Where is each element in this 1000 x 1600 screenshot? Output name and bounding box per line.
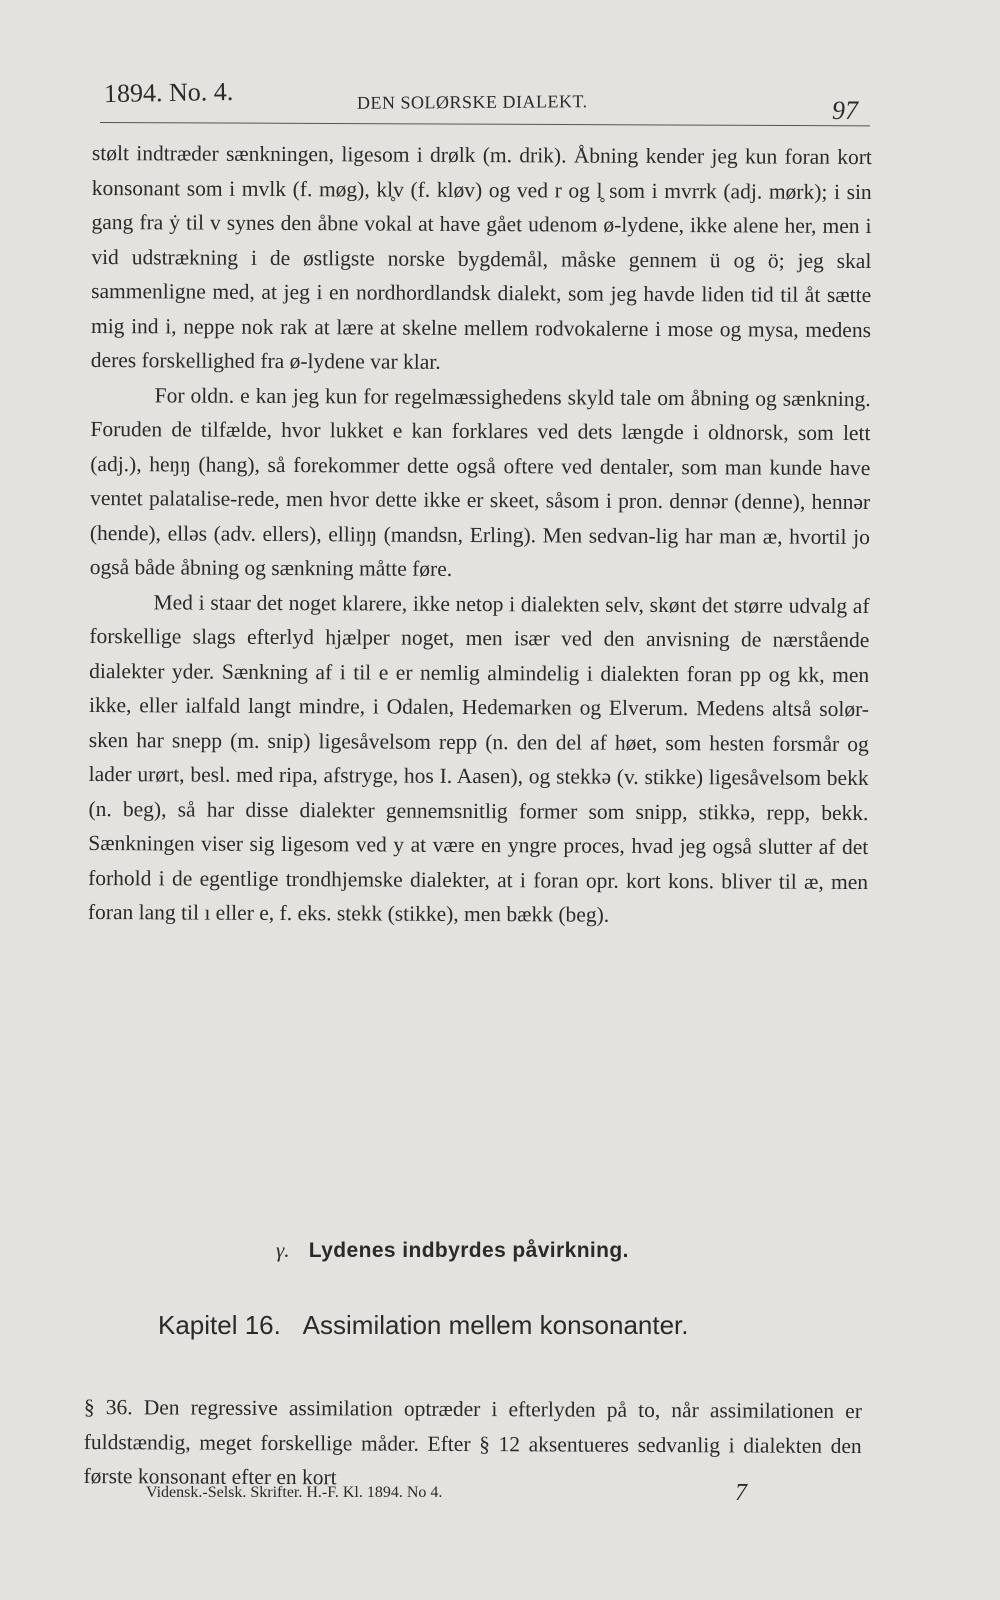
section-letter: γ. <box>276 1238 290 1262</box>
paragraph-1: stølt indtræder sænkningen, ligesom i drølk (m. drik). Åbning kender jeg kun foran kort konsonant som i mvlk (f. møg), kl̥v (f. kløv) og ved r og l̥ som i mvrrk (adj. mørk); i sin gang fra ẏ til v synes den åbne vokal at have gået udenom ø-lydene, ikke alene her, men i vid udstrækning i de østligste norske bygdemål, måske gennem ü og ö; jeg skal sammenligne med, at jeg i en nordhordlandsk dialekt, som jeg havde liden tid til åt sætte mig ind i, neppe nok rak at lære at skelne mellem rodvokalerne i mose og mysa, medens deres forskellighed fra ø-lydene var klar. <box>90 140 872 374</box>
chapter-label: Kapitel 16. <box>158 1310 281 1340</box>
journal-reference: 1894. No. 4. <box>103 76 234 109</box>
chapter-title: Assimilation mellem konsonanter. <box>302 1310 689 1340</box>
chapter-heading <box>158 1310 689 1341</box>
section-title: Lydenes indbyrdes påvirkning. <box>308 1239 629 1262</box>
paragraph-2: For oldn. e kan jeg kun for regelmæssighedens skyld tale om åbning og sænkning. Foruden de tilfælde, hvor lukket e kan forklares ved dets længde i oldnorsk, som lett (adj.), heŋŋ (hang), så forekommer dette også oftere ved dentaler, som man kunde have ventet palatalise-rede, men hvor dette ikke er skeet, såsom i pron. dennər (denne), hennər (hende), elləs (adv. ellers), elliŋŋ (mandsn, Erling). Men sedvan-lig har man æ, hvortil jo også både åbning og sænkning måtte føre. <box>89 382 871 581</box>
running-header <box>0 0 1000 140</box>
body-text <box>88 136 872 934</box>
page-number: 97 <box>832 96 858 125</box>
paragraph-3: Med i staar det noget klarere, ikke netop i dialekten selv, skønt det større udvalg af forskellige slags efterlyd hjælper noget, men især ved den anvisning de nærstående dialekter yder. Sænkning af i til e er nemlig almindelig i dialekten foran pp og kk, men ikke, eller ialfald langt mindre, i Odalen, Hedemarken og Elverum. Medens altså solør-sken har snepp (m. snip) ligesåvelsom repp (n. den del af høet, som hesten forsmår og lader urørt, besl. med ripa, afstryge, hos I. Aasen), og stekkə (v. stikke) ligesåvelsom bekk (n. beg), så har disse dialekter gennemsnitlig former som snipp, stikkə, repp, bekk. Sænkningen viser sig ligesom ved y at være en yngre proces, hvad jeg også slutter af det forhold i de egentlige trondhjemske dialekter, at i foran opr. kort kons. bliver til æ, men foran lang til ı eller e, f. eks. stekk (stikke), men bækk (beg). <box>87 589 870 927</box>
sheet-number: 7 <box>735 1480 747 1506</box>
paragraph-section-36: § 36. Den regressive assimilation optræder i efterlyden på to, når assimilationen er fuldstændig, meget forskellige måder. Efter § 12 aksentueres sedvanlig i dialekten den første konsonant efter en kort <box>83 1394 862 1489</box>
footer-signature: Vidensk.-Selsk. Skrifter. H.-F. Kl. 1894. No 4. <box>146 1484 443 1501</box>
header-rule <box>100 122 870 126</box>
running-title: DEN SOLØRSKE DIALEKT. <box>356 91 588 113</box>
section-heading <box>276 1238 629 1263</box>
